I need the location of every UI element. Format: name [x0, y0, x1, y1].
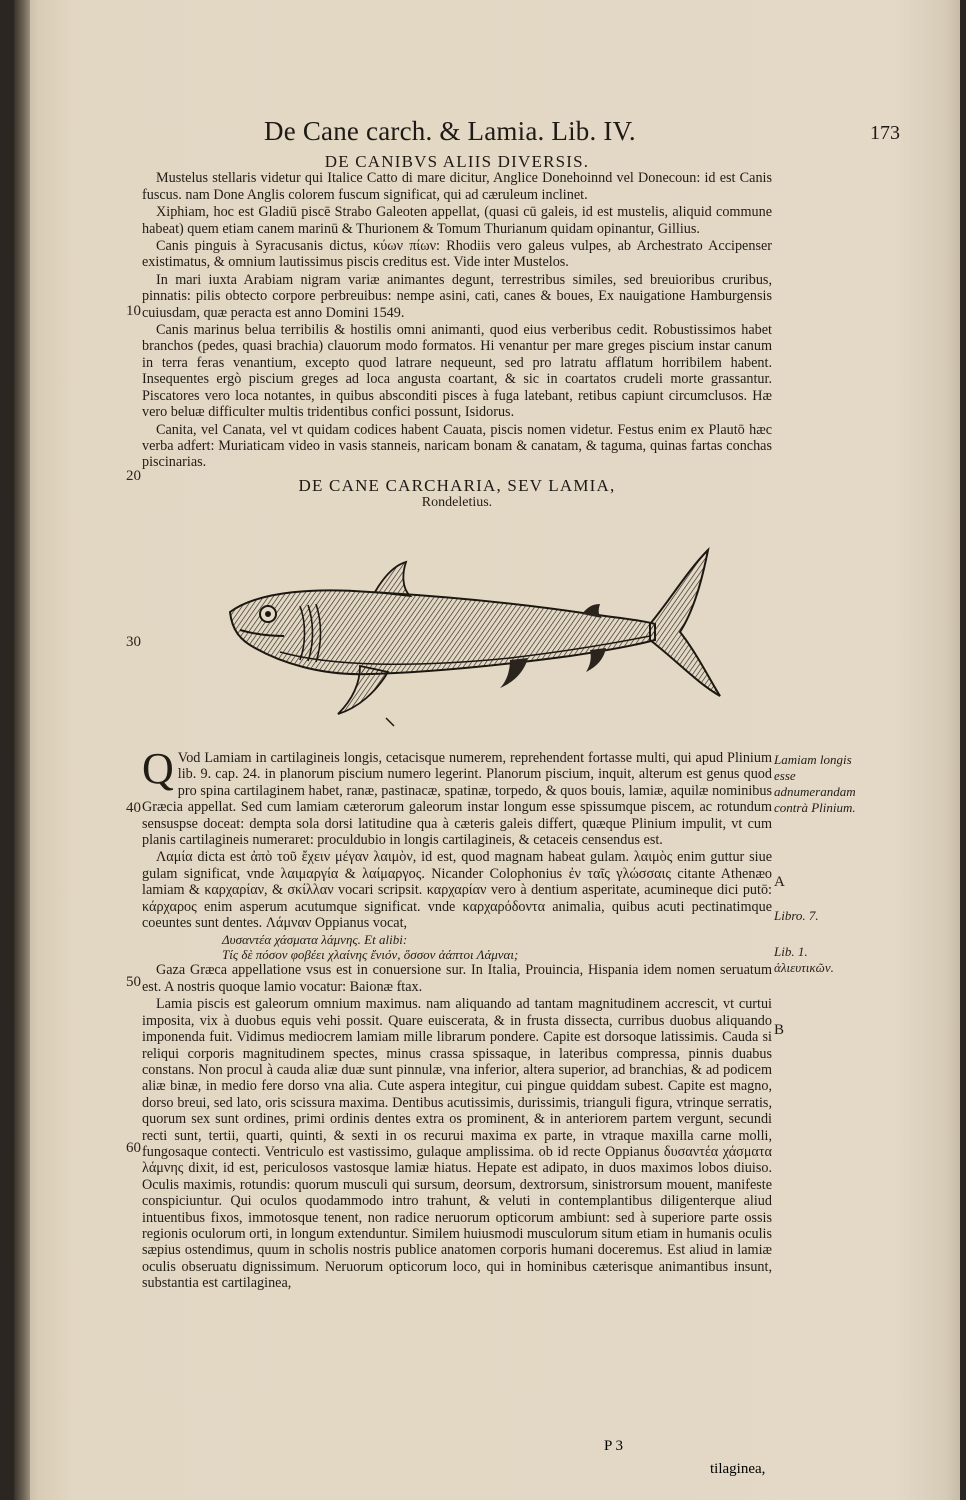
line-number: 10: [126, 303, 141, 319]
paragraph: Mustelus stellaris videtur qui Italice Catto di mare dicitur, Anglice Donehoinnd vel Donecoun: id est Canis fuscus. nam Done Anglis colorem fuscum significat, qui ad cæruleum inclinet.: [142, 170, 772, 203]
line-number: 30: [126, 634, 141, 650]
line-number: 40: [126, 800, 141, 816]
line-number: 20: [126, 468, 141, 484]
greek-verse-line: Δυσαντέα χάσματα λάμνης. Et alibi:: [222, 932, 408, 948]
section-lamia-body: [142, 744, 772, 1293]
section-lamia-heading: [142, 478, 772, 512]
marginal-letter: A: [774, 874, 785, 890]
marginal-letter: B: [774, 1022, 785, 1038]
marginal-note: Lamiam longis esse adnumerandam contrà Plinium.: [774, 752, 856, 815]
marginal-note: Lib. 1. ἁλιευτικῶν.: [774, 944, 834, 975]
page-header: [264, 116, 900, 152]
paragraph: Canita, vel Canata, vel vt quidam codices habent Cauata, piscis nomen videtur. Festus enim ex Plautō hæc verba adfert: Muriaticam video in vasis stanneis, naricam bonam & canatam, & taguma, quinas fartas conchas piscinarias.: [142, 421, 772, 471]
paragraph: Canis marinus belua terribilis & hostilis omni animanti, quod eius verberibus cedit. Robustissimos habet branchos (pedes, quasi brachia) clauorum modo formatos. Hi venantur per mare greges piscium instar canum in terra feras venantium, excepto quod latrare nequeunt, sed pro latratu afflatum horribilem habent. Insequentes ergò piscium greges ad loca angusta coartant, & sic in coartatos crudeli morte grassantur. Piscatores vero loca notantes, in quibus absconditi pisces à fuga latebant, retibus capiunt circumclusos. Hæ vero beluæ difficulter multis tridentibus confici possunt, Isidorus.: [142, 322, 772, 421]
page-number: 173: [870, 122, 900, 144]
line-number: 60: [126, 1140, 141, 1156]
paragraph: Gaza Græca appellatione vsus est in conuersione sur. In Italia, Prouincia, Hispania idem nomen seruatum est. A nostris quoque lamio vocatur: Baionæ ftax.: [142, 962, 772, 995]
section-heading: DE CANIBVS ALIIS DIVERSIS.: [324, 152, 590, 171]
running-title: De Cane carch. & Lamia. Lib. IV.: [264, 116, 636, 146]
shark-woodcut-illustration: [210, 540, 730, 730]
paragraph: Canis pinguis à Syracusanis dictus, κύων πίων: Rhodiis vero galeus vulpes, ab Archestrato Accipenser existimatus, & omnium lautissimus piscis creditus est. Vide inter Mustelos.: [142, 238, 772, 271]
catchword: tilaginea,: [710, 1461, 766, 1477]
signature-mark: P 3: [604, 1438, 624, 1454]
line-number: 50: [126, 974, 141, 990]
marginal-note: Libro. 7.: [774, 908, 819, 923]
drop-cap: Q: [142, 744, 174, 793]
author-name: Rondeletius.: [421, 495, 493, 511]
paragraph: In mari iuxta Arabiam nigram variæ animantes degunt, terrestribus similes, sed breuioribus cruribus, pinnatis: pilis obtecto corpore perbreuibus: nempe asini, cati, canes & boues, Ex nauigatione Hamburgensis cuiusdam, quæ peracta est anno Domini 1549.: [142, 271, 772, 321]
section-heading: DE CANE CARCHARIA, SEV LAMIA,: [298, 476, 616, 495]
paragraph: Xiphiam, hoc est Gladiū piscē Strabo Galeoten appellat, (quasi cū galeis, id est mustelis, aliquid commune habeat) quem etiam canem marinū & Thurionem & Tomum Thurianum quidam opinantur, Gillius.: [142, 204, 772, 237]
greek-verse-line: Τίς δὲ πόσον φοβέει χλαίνης ἔνιόν, ὅσσον ἀάπτοι Λάμναι;: [222, 947, 519, 963]
section-canibus-aliis: [142, 154, 772, 472]
paragraph: Vod Lamiam in cartilagineis longis, cetacisque numerem, reprehendent fortasse multi, qui apud Plinium lib. 9. cap. 24. in planorum piscium numero legerint. Planorum piscium, inquit, alterum est genus quod pro spina cartilaginem habet, ranæ, pastinacæ, spatinæ, torpedo, & quos bouis, lamiæ, aquilæ nominibus Græcia appellat. Sed cum lamiam cæterorum galeorum instar longum esse spissumque piscem, ac rotundum sensuspse doceat: dempta sola dorsi latitudine qua à cæteris galeis differt, quæque Plinium impulit, vt cum planis cartilagineis numeraret: proculdubio in longis cartilagineis, & cetaceis censendus est.: [142, 750, 772, 849]
paragraph: Lamia piscis est galeorum omnium maximus. nam aliquando ad tantam magnitudinem accrescit, vt curtui imposita, vix à duobus equis vehi possit. Quare euiscerata, & in frusta dissecta, curribus duobus aliquando imponenda fuit. Vidimus mediocrem lamiam mille librarum pondere. Capite est dorsoque latissimis. Cauda si reliqui corporis magnitudinem spectes, minus crassa spissaque, in lateribus compressa, pinnis duabus constans. Non procul à cauda aliæ duæ sunt pinnulæ, vna inferior, altera superior, ad branchias, & ad podicem aliæ binæ, in medio fere dorso vna alia. Cute aspera integitur, cui pingue quiddam subest. Capite est magno, dorso breui, sed lato, oris scissura maxima. Dentibus acutissimis, durissimis, trianguli figura, vtrinque serratis, quorum sex sunt ordines, primi ordinis dentes extra os prominent, & in anteriorem partem vergunt, secundi recti sunt, tertii, quarti, quinti, & sexti in os recurui maxima ex parte, in vtraque maxilla carne molli, fungosaque contecti. Ventriculo est vastissimo, gulaque amplissima. ob id recte Oppianus δυσαντέα χάσματα λάμνης dixit, id est, periculosos vastosque lamiæ hiatus. Hepate est adipato, in duos maximos lobos diuiso. Oculis maximis, rotundis: quorum musculi qui sursum, deorsum, dextrorsum, sinistrorsum mouent, manifeste conspiciuntur. Qui oculos quodammodo intro trahunt, & veluti in contemplantibus diligenterque aliud intuentibus fixos, immotosque tenent, non radice neruorum opticorum ambiunt: sed à superiore parte ossis regionis oculorum orti, in longum extenduntur. Similem huiusmodi musculorum situm etiam in humanis oculis sæpius ostendimus, quum in scholis nostris publice anatomen corporis humani doceremus. Est aliud in lamiæ oculis obseruatu dignissimum. Neruorum opticorum loco, qui in hominibus cæterisque animantibus insunt, substantia est cartilaginea,: [142, 996, 772, 1292]
paragraph: Λαμία dicta est ἀπὸ τοῦ ἔχειν μέγαν λαιμὸν, id est, quod magnam habeat gulam. λαιμὸς enim guttur siue gulam significat, vnde λαιμαργία & λαίμαργος. Nicander Colophonius ἐν ταῖς γλώσσαις citante Athenæo lamiam & καρχαρίαν, & σκίλλαν vocari scripsit. καρχαρίαν vero à dentium asperitate, acumineque dici putō: κάρχαρος enim asperum acutumque significat. vnde καρχαρόδοντα animalia, quibus acuti pectinatimque coeuntes sunt dentes. Λάμναν Oppianus vocat,: [142, 849, 772, 932]
book-page: [14, 0, 960, 1500]
book-spine: [14, 0, 30, 1500]
